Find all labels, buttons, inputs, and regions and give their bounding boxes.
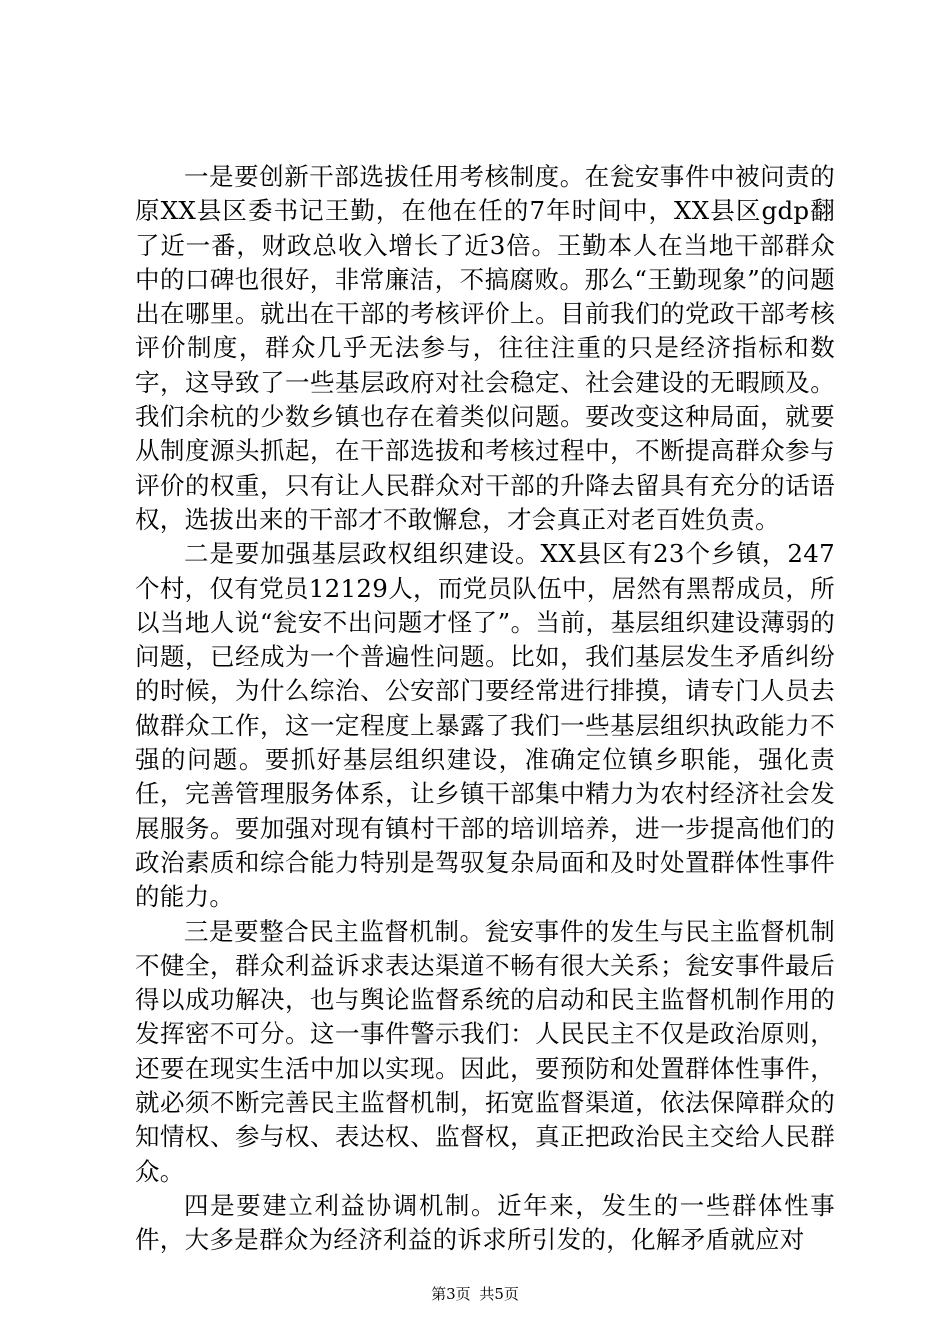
paragraph-interest-coordination: 四是要建立利益协调机制。近年来，发生的一些群体性事件，大多是群众为经济利益的诉求所引发的，化解矛盾就应对 (135, 1190, 835, 1255)
page-total: 共5页 (479, 1285, 519, 1303)
paragraph-democratic-supervision: 三是要整合民主监督机制。瓮安事件的发生与民主监督机制不健全，群众利益诉求表达渠道不畅有很大关系；瓮安事件最后得以成功解决，也与舆论监督系统的启动和民主监督机制作用的发挥密不可分。这一事件警示我们：人民民主不仅是政治原则，还要在现实生活中加以实现。因此，要预防和处置群体性事件，就必须不断完善民主监督机制，拓宽监督渠道，依法保障群众的知情权、参与权、表达权、监督权，真正把政治民主交给人民群众。 (135, 916, 835, 1186)
page-number: 第3页 (431, 1285, 471, 1303)
paragraph-cadre-selection: 一是要创新干部选拔任用考核制度。在瓮安事件中被问责的原XX县区委书记王勤，在他在任的7年时间中，XX县区gdp翻了近一番，财政总收入增长了近3倍。王勤本人在当地干部群众中的口碑也很好，非常廉洁，不搞腐败。那么“王勤现象”的问题出在哪里。就出在干部的考核评价上。目前我们的党政干部考核评价制度，群众几乎无法参与，往往注重的只是经济指标和数字，这导致了一些基层政府对社会稳定、社会建设的无暇顾及。我们余杭的少数乡镇也存在着类似问题。要改变这种局面，就要从制度源头抓起，在干部选拔和考核过程中，不断提高群众参与评价的权重，只有让人民群众对干部的升降去留具有充分的话语权，选拔出来的干部才不敢懈怠，才会真正对老百姓负责。 (135, 162, 836, 534)
paragraph-grassroots-organization: 二是要加强基层政权组织建设。XX县区有23个乡镇，247个村，仅有党员12129人，而党员队伍中，居然有黑帮成员，所以当地人说“瓮安不出问题才怪了”。当前，基层组织建设薄弱的问题，已经成为一个普遍性问题。比如，我们基层发生矛盾纠纷的时候，为什么综治、公安部门要经常进行排摸，请专门人员去做群众工作，这一定程度上暴露了我们一些基层组织执政能力不强的问题。要抓好基层组织建设，准确定位镇乡职能，强化责任，完善管理服务体系，让乡镇干部集中精力为农村经济社会发展服务。要加强对现有镇村干部的培训培养，进一步提高他们的政治素质和综合能力特别是驾驭复杂局面和及时处置群体性事件的能力。 (135, 539, 835, 912)
page-footer (0, 1283, 950, 1304)
document-body (135, 160, 835, 1258)
